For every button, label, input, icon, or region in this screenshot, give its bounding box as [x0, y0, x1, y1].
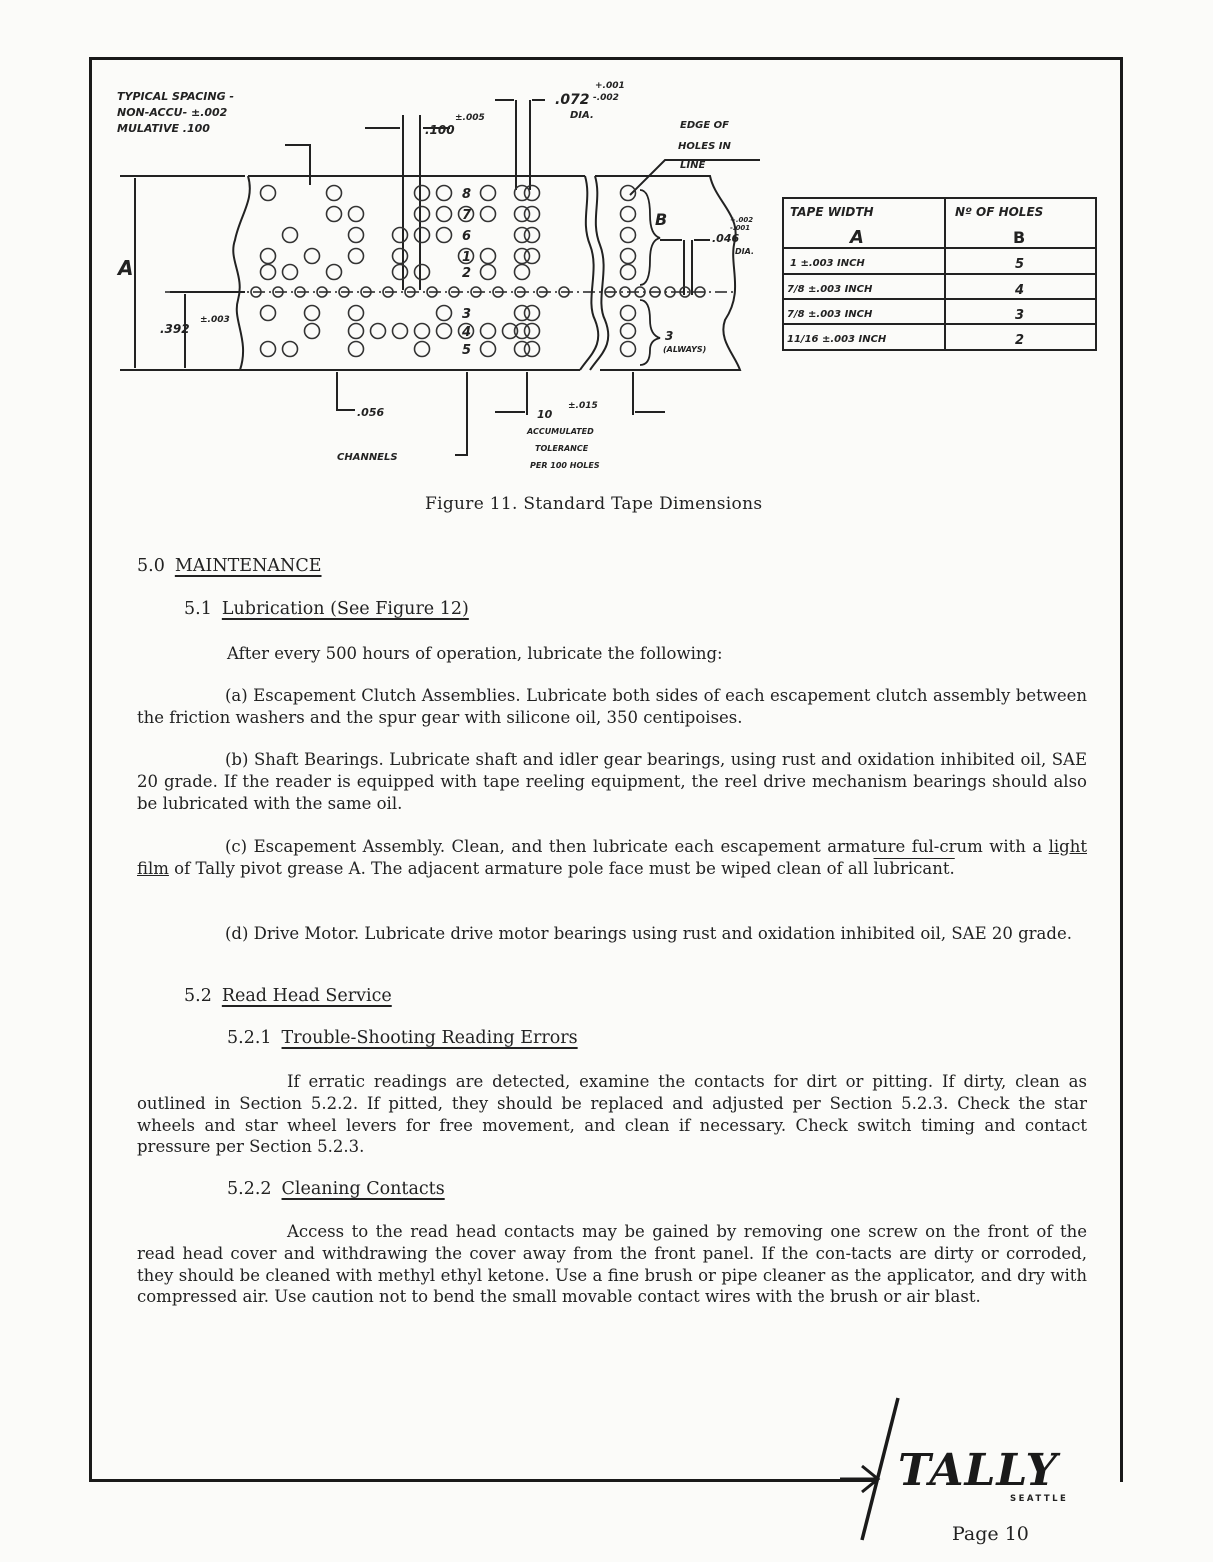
- hole-dia-tol-minus: -.002: [593, 93, 619, 103]
- lubrication-item-c: [137, 836, 1087, 880]
- typical-spacing-label-1: TYPICAL SPACING -: [117, 90, 234, 103]
- data-hole: [437, 186, 452, 201]
- brace-always: [640, 300, 660, 365]
- data-hole: [261, 265, 276, 280]
- data-hole: [349, 324, 364, 339]
- data-hole: [437, 228, 452, 243]
- data-hole: [393, 265, 408, 280]
- data-hole: [283, 342, 298, 357]
- table-header-holes: Nº OF HOLES: [955, 205, 1044, 219]
- data-hole: [393, 324, 408, 339]
- data-hole: [515, 306, 530, 321]
- data-hole: [349, 249, 364, 264]
- channel-number: 2: [462, 266, 472, 281]
- data-hole: [283, 228, 298, 243]
- data-hole: [415, 207, 430, 222]
- data-hole: [349, 342, 364, 357]
- channel-number: 7: [462, 208, 472, 223]
- table-cell-width: 1 ±.003 INCH: [790, 258, 865, 269]
- data-hole: [305, 249, 320, 264]
- data-hole: [621, 265, 636, 280]
- tape-break-left: [580, 176, 598, 370]
- accum-value: 10: [537, 408, 553, 421]
- data-hole: [349, 306, 364, 321]
- feed-dia-unit: DIA.: [735, 247, 754, 256]
- typical-spacing-label-3: MULATIVE .100: [117, 122, 210, 135]
- item-c-emphasis-lubricant: lubricant.: [873, 858, 955, 878]
- tape-dimensions-figure: [100, 70, 1110, 490]
- data-hole: [283, 265, 298, 280]
- data-hole: [415, 186, 430, 201]
- data-hole: [621, 249, 636, 264]
- data-hole: [261, 306, 276, 321]
- edge-label-3: LINE: [680, 160, 706, 171]
- data-hole: [621, 228, 636, 243]
- section-heading-5-2: [184, 986, 392, 1006]
- lubrication-item-b: (b) Shaft Bearings. Lubricate shaft and idler gear bearings, using rust and oxidation inhibited oil, SAE 20 grade. If the reader is equipped with tape reeling equipment, the reel drive mechanism bearings should also be lubricated with the same oil.: [137, 750, 1087, 813]
- data-hole: [305, 306, 320, 321]
- lubrication-intro: After every 500 hours of operation, lubricate the following:: [227, 644, 723, 663]
- data-hole: [515, 186, 530, 201]
- edge-label-1: EDGE OF: [680, 120, 729, 131]
- channel-number: 3: [462, 307, 472, 322]
- section-heading-5-2-1: [227, 1028, 578, 1048]
- data-hole: [437, 306, 452, 321]
- item-c-emphasis-film: film: [137, 858, 169, 878]
- lubrication-item-a: (a) Escapement Clutch Assemblies. Lubricate both sides of each escapement clutch assembly between the friction washers and the spur gear with silicone oil, 350 centipoises.: [137, 686, 1087, 727]
- data-hole: [621, 306, 636, 321]
- item-c-emphasis-light: light: [1048, 837, 1087, 856]
- table-header-width-symbol: A: [850, 227, 864, 248]
- channel-number: 5: [462, 343, 472, 358]
- data-hole: [437, 207, 452, 222]
- section-number: 5.2.2: [227, 1179, 272, 1199]
- item-c-text-2: of Tally pivot grease A. The adjacent armature pole face must be wiped clean of all: [168, 858, 874, 878]
- section-title: Cleaning Contacts: [281, 1179, 445, 1199]
- page-frame-right: [1120, 57, 1123, 1482]
- page-frame-top: [89, 57, 1123, 60]
- data-hole: [481, 342, 496, 357]
- section-number: 5.0: [137, 556, 165, 576]
- tape-drawing: [100, 70, 1110, 490]
- data-hole: [261, 342, 276, 357]
- table-cell-width: 7/8 ±.003 INCH: [787, 309, 873, 320]
- data-hole: [349, 228, 364, 243]
- section-title: Read Head Service: [221, 986, 392, 1006]
- data-hole: [481, 265, 496, 280]
- page-number: Page 10: [952, 1523, 1029, 1545]
- section-number: 5.1: [184, 599, 212, 619]
- typical-spacing-label-2: NON-ACCU- ±.002: [117, 106, 228, 119]
- typical-spacing-leader: [285, 145, 310, 185]
- data-hole: [515, 207, 530, 222]
- data-hole: [515, 342, 530, 357]
- hole-dia-tol-plus: +.001: [595, 81, 625, 91]
- feed-dia-value: .046: [712, 232, 740, 245]
- accum-label-2: TOLERANCE: [535, 444, 589, 453]
- data-hole: [481, 324, 496, 339]
- feed-dia-tol-minus: -.001: [730, 224, 751, 232]
- table-cell-holes: 4: [1015, 283, 1025, 298]
- item-c-text: (c) Escapement Assembly. Clean, and then lubricate each escapement armature ful-crum with a: [225, 837, 1049, 856]
- tally-logo-location: SEATTLE: [1010, 1494, 1069, 1504]
- data-hole: [621, 324, 636, 339]
- data-hole: [515, 228, 530, 243]
- section-heading-5-2-2: [227, 1179, 445, 1199]
- page-frame-bottom: [89, 1479, 874, 1482]
- hole-dia-value: .072: [555, 92, 590, 108]
- feed-offset-value: .392: [160, 322, 190, 336]
- dim-width-line: [120, 176, 245, 370]
- brace-b: [640, 190, 660, 285]
- data-hole: [621, 207, 636, 222]
- feed-dia-tol-plus: +.002: [730, 216, 754, 224]
- channels-label: CHANNELS: [337, 452, 398, 463]
- always-count: 3: [665, 329, 674, 343]
- data-hole: [515, 249, 530, 264]
- section-heading-5-1: [184, 599, 469, 619]
- data-hole: [327, 207, 342, 222]
- data-hole: [393, 228, 408, 243]
- data-hole: [481, 186, 496, 201]
- accum-tol: ±.015: [568, 401, 598, 411]
- data-hole: [481, 249, 496, 264]
- section-heading-5-0: [137, 556, 322, 576]
- data-hole: [393, 249, 408, 264]
- table-cell-width: 11/16 ±.003 INCH: [787, 334, 887, 345]
- data-hole: [415, 342, 430, 357]
- accum-label-1: ACCUMULATED: [527, 427, 594, 436]
- table-cell-holes: 5: [1015, 257, 1025, 272]
- data-hole: [415, 324, 430, 339]
- section-number: 5.2.1: [227, 1028, 272, 1048]
- cleaning-contacts-body: Access to the read head contacts may be gained by removing one screw on the front of the read head cover and withdrawing the cover away from the front panel. If the con-tacts are dirty or corroded, they should be cleaned with methyl ethyl ketone. Use a fine brush or pipe cleaner as the applicator, and dry with compressed air. Use caution not to bend the small movable contact wires with the brush or air blast.: [137, 1222, 1087, 1307]
- table-cell-holes: 3: [1015, 308, 1025, 323]
- channel-number: 4: [462, 325, 472, 340]
- edge-label-2: HOLES IN: [678, 141, 731, 152]
- accum-label-3: PER 100 HOLES: [530, 461, 600, 470]
- edge-margin-value: .056: [357, 406, 385, 419]
- punched-holes: [251, 186, 705, 357]
- pitch-tolerance: ±.005: [455, 113, 485, 123]
- data-hole: [515, 265, 530, 280]
- section-title: Trouble-Shooting Reading Errors: [281, 1028, 578, 1048]
- lubrication-item-d: (d) Drive Motor. Lubricate drive motor bearings using rust and oxidation inhibited oil, SAE 20 grade.: [225, 924, 1072, 943]
- holes-label-b: B: [655, 210, 668, 229]
- data-hole: [327, 186, 342, 201]
- tally-logo: TALLY: [898, 1445, 1058, 1496]
- width-label-a: A: [118, 256, 134, 280]
- page-frame-left: [89, 57, 92, 1482]
- data-hole: [349, 207, 364, 222]
- data-hole: [371, 324, 386, 339]
- section-number: 5.2: [184, 986, 212, 1006]
- feed-offset-tol: ±.003: [200, 315, 230, 325]
- hole-dia-unit: DIA.: [570, 110, 594, 121]
- table-header-width: TAPE WIDTH: [790, 205, 874, 219]
- data-hole: [261, 249, 276, 264]
- data-hole: [261, 186, 276, 201]
- channel-number: 1: [462, 250, 472, 265]
- data-hole: [621, 342, 636, 357]
- table-grid: [783, 198, 1096, 350]
- table-cell-holes: 2: [1015, 333, 1025, 348]
- table-header-holes-symbol: B: [1013, 228, 1026, 247]
- data-hole: [415, 228, 430, 243]
- channel-number: 6: [462, 229, 472, 244]
- pitch-value: .100: [425, 123, 455, 137]
- section-title: MAINTENANCE: [174, 556, 322, 576]
- data-hole: [305, 324, 320, 339]
- figure-caption: Figure 11. Standard Tape Dimensions: [425, 494, 763, 514]
- tape-width-table: [783, 198, 1096, 350]
- data-hole: [481, 207, 496, 222]
- data-hole: [415, 265, 430, 280]
- channel-numbers: [461, 187, 472, 358]
- table-cell-width: 7/8 ±.003 INCH: [787, 284, 873, 295]
- channel-number: 8: [462, 187, 472, 202]
- section-title: Lubrication (See Figure 12): [221, 599, 469, 619]
- troubleshooting-body: If erratic readings are detected, examine the contacts for dirt or pitting. If dirty, clean as outlined in Section 5.2.2. If pitted, they should be replaced and adjusted per Section 5.2.3. Check the star wheels and star wheel levers for free movement, and clean if necessary. Check switch timing and contact pressure per Section 5.2.3.: [137, 1072, 1087, 1157]
- pitch-dim-lines: [365, 115, 450, 290]
- data-hole: [327, 265, 342, 280]
- data-hole: [437, 324, 452, 339]
- always-label: (ALWAYS): [663, 345, 707, 354]
